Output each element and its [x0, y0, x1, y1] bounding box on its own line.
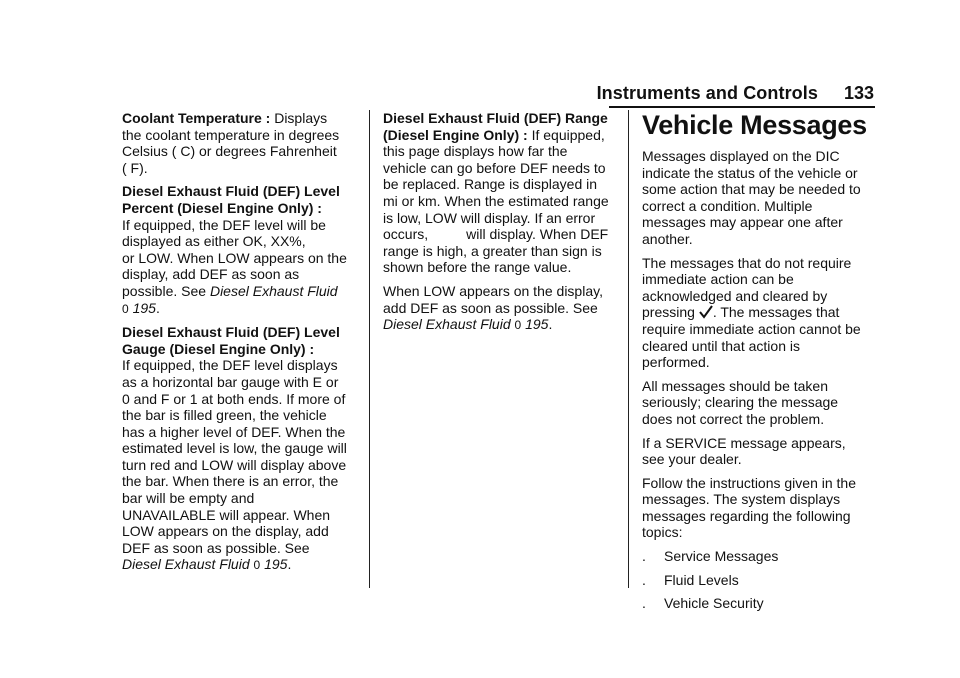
text-line: add DEF as soon as possible. See — [383, 299, 598, 316]
column-middle — [383, 110, 618, 341]
text-line: UNAVAILABLE will appear. When — [122, 506, 331, 523]
list-item-text: Service Messages — [664, 548, 779, 565]
text-line: displayed as either OK, XX%, — [122, 233, 306, 250]
def-gauge-label: Gauge (Diesel Engine Only) : — [122, 340, 315, 357]
text-line: see your dealer. — [642, 451, 742, 468]
column-divider — [628, 110, 629, 588]
text-line: All messages should be taken — [642, 377, 828, 394]
text-line: If a SERVICE message appears, — [642, 434, 846, 451]
text-line: messages regarding the following — [642, 507, 851, 524]
text-line: pressing — [642, 304, 695, 321]
text-line: vehicle can go before DEF needs to — [383, 159, 606, 176]
text-line: seriously; clearing the message — [642, 394, 839, 411]
text-line: DEF as soon as possible. See — [122, 539, 310, 556]
punctuation: . — [548, 316, 553, 333]
text-line: has a higher level of DEF. When the — [122, 423, 346, 440]
text-line: the coolant temperature in degrees — [122, 126, 340, 143]
text-line: occurs, — [383, 226, 429, 243]
text-line: display, add DEF as soon as — [122, 266, 300, 283]
page-reference[interactable]: 195 — [525, 316, 549, 333]
column-divider — [369, 110, 370, 588]
text-line: immediate action can be — [642, 271, 794, 288]
text-line: ( F). — [122, 159, 148, 176]
text-line: The messages that do not require — [642, 254, 852, 271]
text-line: the bar. When there is an error, the — [122, 473, 339, 490]
def-range-label: Diesel Exhaust Fluid (DEF) Range — [383, 110, 608, 126]
page-header — [0, 0, 960, 120]
def-range-label: (Diesel Engine Only) : — [383, 126, 528, 143]
bullet-marker: . — [642, 595, 646, 612]
section-title: Instruments and Controls — [596, 83, 818, 103]
text-line: or LOW. When LOW appears on the — [122, 249, 347, 266]
text-line: require immediate action cannot be — [642, 320, 861, 337]
punctuation: . — [287, 556, 292, 573]
text-line: Messages displayed on the DIC — [642, 148, 840, 164]
cross-reference-link[interactable]: Diesel Exhaust Fluid — [209, 282, 338, 299]
bullet-marker: . — [642, 571, 646, 588]
text-line: LOW appears on the display, add — [122, 523, 329, 540]
text-line: possible. See — [122, 282, 207, 299]
text-line: Displays — [274, 110, 328, 126]
text-line: does not correct the problem. — [642, 410, 825, 427]
text-line: 0 and F or 1 at both ends. If more of — [122, 390, 346, 407]
topics-list — [642, 548, 877, 612]
section-heading: Vehicle Messages — [642, 110, 867, 140]
text-line: will display. When DEF — [466, 226, 609, 243]
text-line: topics: — [642, 524, 683, 541]
cross-reference-link[interactable]: Diesel Exhaust Fluid — [383, 316, 511, 333]
text-line: is low, LOW will display. If an error — [383, 209, 596, 226]
text-line: the bar is filled green, the vehicle — [122, 407, 327, 424]
def-level-percent-paragraph — [122, 183, 357, 317]
seriousness-paragraph — [642, 378, 877, 428]
acknowledge-paragraph — [642, 255, 877, 371]
def-gauge-label: Diesel Exhaust Fluid (DEF) Level — [122, 324, 340, 341]
text-line: performed. — [642, 354, 710, 371]
text-line: If equipped, — [531, 126, 605, 143]
column-left — [122, 110, 357, 581]
instructions-paragraph — [642, 475, 877, 541]
text-line: Follow the instructions given in the — [642, 474, 856, 491]
page-reference[interactable]: 195 — [264, 556, 288, 573]
page-ref-arrow-icon: 0 — [253, 558, 261, 573]
text-line: messages. The system displays — [642, 491, 841, 508]
text-line: mi or km. When the estimated range — [383, 192, 609, 209]
text-line: this page displays how far the — [383, 143, 568, 160]
page-ref-arrow-icon: 0 — [122, 301, 129, 316]
low-display-paragraph — [383, 283, 618, 334]
page-number: 133 — [843, 83, 874, 103]
text-line: turn red and LOW will display above — [122, 456, 347, 473]
text-line: acknowledged and cleared by — [642, 287, 828, 304]
text-line: be replaced. Range is displayed in — [383, 176, 598, 193]
column-right — [642, 110, 877, 619]
text-line: bar will be empty and — [122, 490, 255, 507]
cross-reference-link[interactable]: Diesel Exhaust Fluid — [122, 556, 250, 573]
page-reference[interactable]: 195 — [132, 299, 156, 316]
coolant-temperature-label: Coolant Temperature : — [122, 110, 271, 126]
def-level-gauge-paragraph — [122, 324, 357, 574]
text-line: If equipped, the DEF level displays — [122, 357, 338, 374]
text-line: another. — [642, 230, 693, 247]
bullet-marker: . — [642, 548, 646, 565]
messages-intro-paragraph — [642, 148, 877, 248]
def-percent-label: Percent (Diesel Engine Only) : — [122, 199, 322, 216]
text-line: . The messages that — [712, 304, 840, 321]
text-line: correct a condition. Multiple — [642, 197, 813, 214]
text-line: shown before the range value. — [383, 259, 572, 276]
header-rule — [609, 106, 875, 108]
checkmark-icon — [699, 305, 713, 319]
punctuation: . — [155, 299, 160, 316]
list-item-text: Vehicle Security — [664, 595, 764, 612]
text-line: as a horizontal bar gauge with E or — [122, 373, 339, 390]
list-item — [642, 548, 877, 565]
text-line: indicate the status of the vehicle or — [642, 164, 858, 181]
text-line: When LOW appears on the display, — [383, 282, 603, 299]
list-item — [642, 595, 877, 612]
text-line: some action that may be needed to — [642, 181, 861, 198]
page-ref-arrow-icon: 0 — [514, 318, 522, 333]
service-paragraph — [642, 435, 877, 468]
text-line: cleared until that action is — [642, 337, 800, 354]
list-item — [642, 572, 877, 589]
text-line: If equipped, the DEF level will be — [122, 216, 326, 233]
text-line: estimated level is low, the gauge will — [122, 440, 347, 457]
text-line: range is high, a greater than sign is — [383, 242, 602, 259]
def-range-paragraph — [383, 110, 618, 276]
text-line: Celsius ( C) or degrees Fahrenheit — [122, 143, 337, 160]
list-item-text: Fluid Levels — [664, 571, 739, 588]
coolant-temperature-paragraph — [122, 110, 357, 176]
def-percent-label: Diesel Exhaust Fluid (DEF) Level — [122, 183, 340, 200]
text-line: messages may appear one after — [642, 214, 843, 231]
